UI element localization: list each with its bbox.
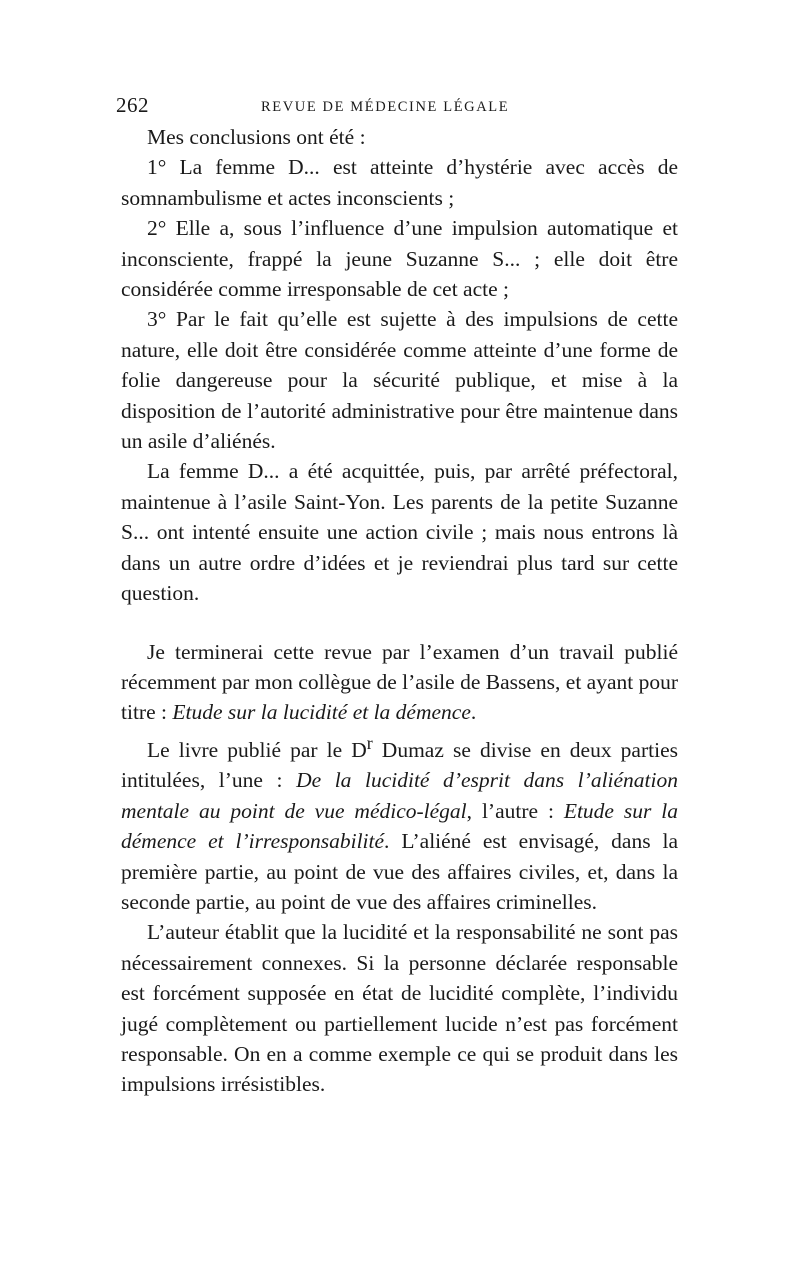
text-body [121, 122, 678, 1100]
part-one-title-italic: De la lucidité d’esprit dans l’aliénation mentale au point de vue médico-légal [121, 768, 679, 823]
review-intro-text: Je terminerai cette revue par l’examen d’un travail publié récemment par mon collègue de l’asile de Bassens, et ayant pour titre : [121, 639, 679, 725]
book-title-italic: Etude sur la lucidité et la démence [172, 700, 471, 725]
paragraph-conclusion-3: 3° Par le fait qu’elle est sujette à des impulsions de cette nature, elle doit être considérée comme atteinte d’une forme de folie dangereuse pour la sécurité publique, et mise à la disposition de l’autorité administrative pour être maintenue dans un asile d’aliénés. [121, 307, 678, 454]
review-intro-end: . [470, 700, 477, 725]
book-parts-text-2: Dumaz se divise en deux parties intitulées, l’une : [121, 737, 678, 793]
section-break [121, 609, 678, 637]
doctor-superscript: r [366, 732, 373, 753]
book-parts-text-1: Le livre publié par le D [147, 737, 367, 762]
running-head [116, 92, 682, 118]
paragraph-conclusion-2: 2° Elle a, sous l’influence d’une impulsion automatique et inconsciente, frappé la jeune Suzanne S... ; elle doit être considérée comme irresponsable de cet acte ; [121, 216, 678, 302]
paragraph-review-intro [121, 637, 678, 728]
paragraph-lucidity: L’auteur établit que la lucidité et la responsabilité ne sont pas nécessairement connexes. Si la personne déclarée responsable est forcément supposée en état de lucidité complète, l’individu jugé complètement ou partiellement lucide n’est pas forcément responsable. On en a comme exemple ce qui se produit dans les impulsions irrésistibles. [121, 920, 678, 1097]
paragraph-book-parts [121, 728, 678, 918]
book-parts-text-4: . L’aliéné est envisagé, dans la première partie, au point de vue des affaires civiles, et, dans la seconde partie, au point de vue des affaires criminelles. [121, 829, 678, 914]
journal-title: REVUE DE MÉDECINE LÉGALE [261, 99, 510, 115]
page-number: 262 [116, 93, 149, 117]
paragraph-conclusions-intro: Mes conclusions ont été : [147, 125, 366, 149]
part-two-title-italic: Etude sur la démence et l’irresponsabilité [121, 798, 678, 854]
book-parts-text-3: , l’autre : [466, 798, 564, 823]
paragraph-verdict: La femme D... a été acquittée, puis, par arrêté préfectoral, maintenue à l’asile Saint-Yon. Les parents de la petite Suzanne S... ont intenté ensuite une action civile ; mais nous entrons là dans un autre ordre d’idées et je reviendrai plus tard sur cette question. [121, 459, 678, 606]
paragraph-conclusion-1: 1° La femme D... est atteinte d’hystérie avec accès de somnambulisme et actes inconscients ; [121, 155, 678, 210]
